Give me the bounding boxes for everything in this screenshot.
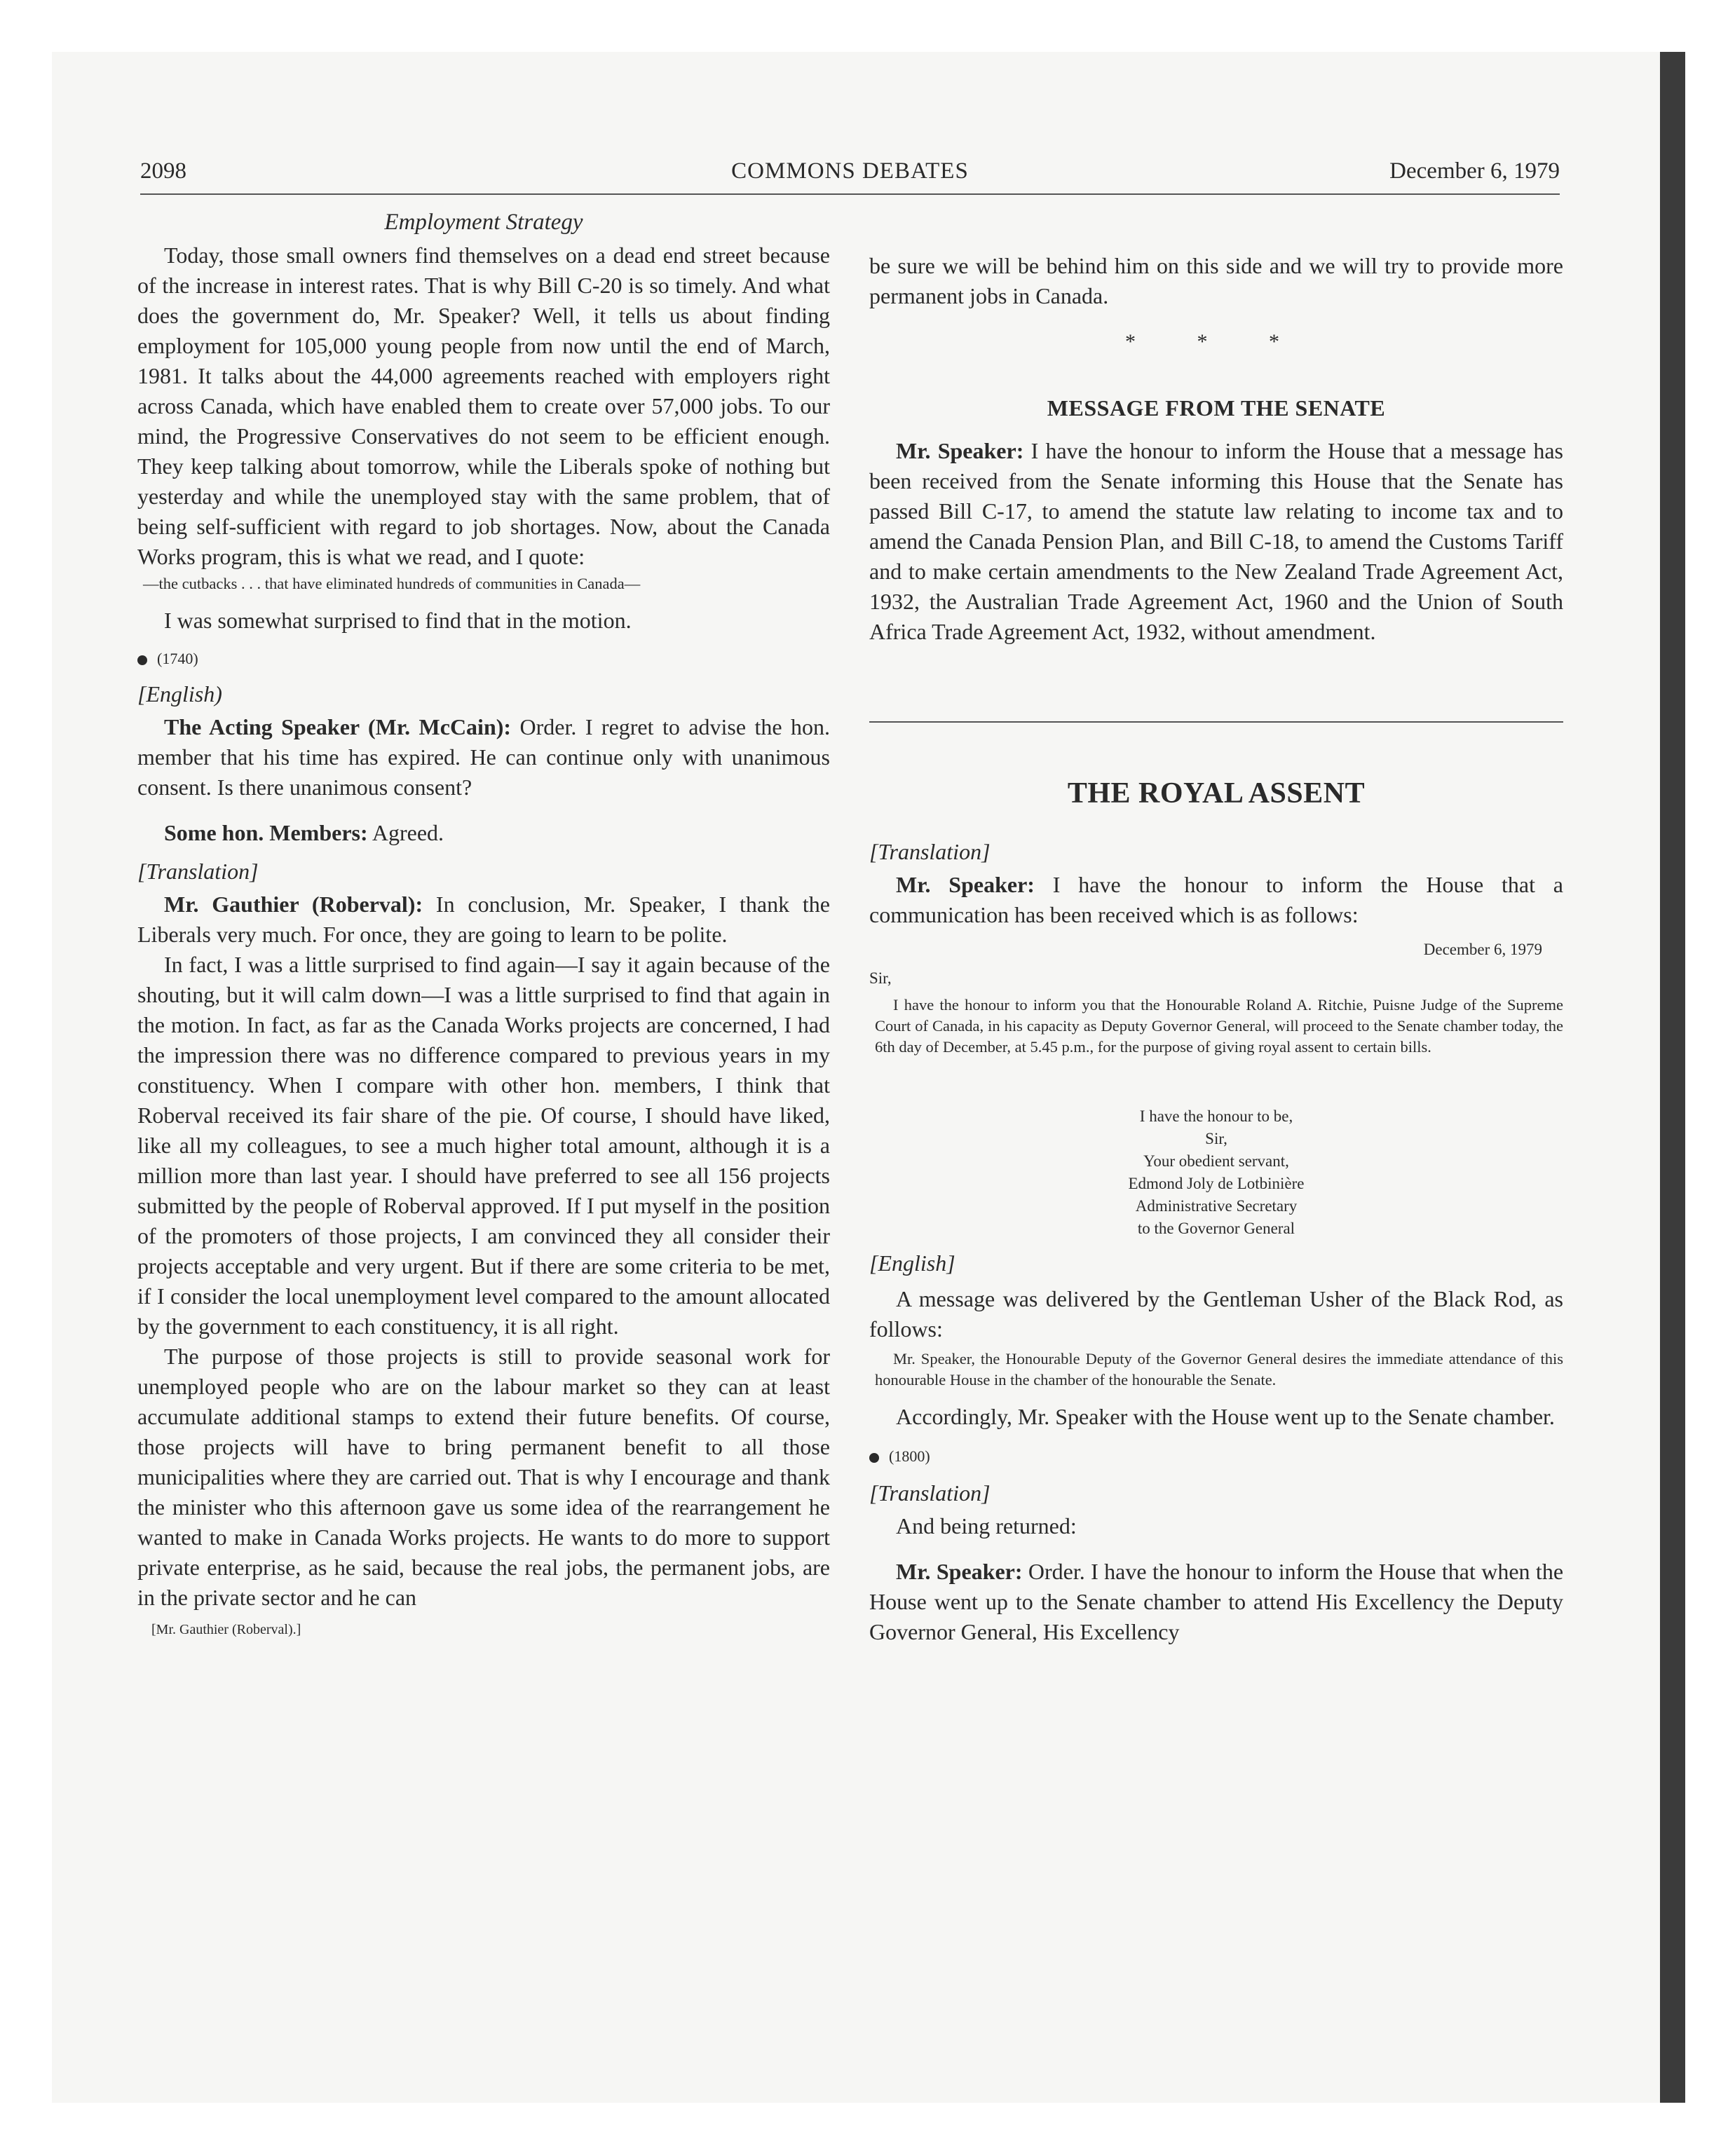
- letter-signature: [869, 1105, 1563, 1240]
- letter-date: December 6, 1979: [1423, 941, 1542, 958]
- speech-text: I have the honour to inform the House that a communication has been received which is as follows:: [869, 872, 1564, 927]
- timestamp: (1800): [869, 1446, 1563, 1467]
- section-title: THE ROYAL ASSENT: [1067, 777, 1366, 810]
- block-quote: —the cutbacks . . . that have eliminated hundreds of communities in Canada—: [143, 575, 641, 592]
- running-header: [140, 158, 1560, 195]
- paragraph: The purpose of those projects is still to provide seasonal work for unemployed people who are on the labour market so they can at least accumulate additional stamps to extend their future benefits. Of course, those projects will have to bring permanent benefit to all those municipalities where they are carried out. That is why I encourage and thank the minister who this afternoon gave us some idea of the rearrangement he wanted to make in Canada Works projects. He wants to do more to support private enterprise, as he said, because the real jobs, the permanent jobs, are in the private sector and he can: [137, 1344, 830, 1610]
- signature-line: I have the honour to be,: [1139, 1107, 1293, 1125]
- signature-line: to the Governor General: [1137, 1220, 1295, 1237]
- speech-text: Order. I have the honour to inform the House that when the House went up to the Senate chamber to attend His Excellency the Deputy Governor General, His Excellency: [869, 1559, 1564, 1644]
- letter-salutation: Sir,: [869, 969, 892, 987]
- speaker-name: Some hon. Members:: [164, 820, 368, 845]
- section-title: MESSAGE FROM THE SENATE: [1047, 395, 1386, 421]
- language-marker: [English): [137, 681, 222, 707]
- paragraph: In fact, I was a little surprised to find again—I say it again because of the shouting, but it will calm down—I was a little surprised to find that again in the motion. In fact, as far as the Canada Works projects are concerned, I had the impression there was no difference compared to previous years in my constituency. When I compare with other hon. members, I think that Roberval received its fair share of the pie. Of course, I should have liked, like all my colleagues, to see a much higher total amount, although it is a million more than last year. I should have preferred to see all 156 projects submitted by the people of Roberval approved. If I put myself in the position of the promoters of those projects, I am convinced they all consider their projects acceptable and very urgent. But if there are some criteria to be met, if I consider the local unemployment level compared to the amount allocated by the government to each constituency, it is all right.: [137, 952, 830, 1339]
- speech: [137, 712, 830, 803]
- speech-text: Agreed.: [372, 820, 444, 845]
- bullet-icon: [869, 1453, 879, 1463]
- speaker-name: Mr. Gauthier (Roberval):: [164, 892, 423, 917]
- signature-line: Edmond Joly de Lotbinière: [1128, 1175, 1305, 1192]
- paragraph: be sure we will be behind him on this side and we will try to provide more permanent jobs in Canada.: [869, 253, 1563, 308]
- speaker-name: Mr. Speaker:: [896, 872, 1035, 897]
- publication-title: COMMONS DEBATES: [731, 158, 969, 184]
- right-column: [869, 251, 1563, 1647]
- speech: [869, 870, 1563, 930]
- header-rule: [140, 193, 1560, 195]
- speaker-name: Mr. Speaker:: [896, 438, 1024, 463]
- left-column: [137, 207, 830, 1639]
- page-number: 2098: [140, 158, 186, 184]
- language-marker: [Translation]: [869, 1480, 991, 1506]
- signature-line: Administrative Secretary: [1135, 1197, 1298, 1215]
- paragraph: Accordingly, Mr. Speaker with the House went up to the Senate chamber.: [896, 1404, 1555, 1429]
- bullet-icon: [137, 655, 147, 665]
- speech-text: In conclusion, Mr. Speaker, I thank the Liberals very much. For once, they are going to learn to be polite.: [137, 892, 831, 947]
- subheading: Employment Strategy: [384, 210, 583, 235]
- speech-text: Order. I regret to advise the hon. member that his time has expired. He can continue only with unanimous consent. Is there unanimous consent?: [137, 714, 831, 800]
- block-quote: Mr. Speaker, the Honourable Deputy of the Governor General desires the immediate attendance of this honourable House in the chamber of the honourable the Senate.: [875, 1350, 1563, 1389]
- paragraph: And being returned:: [896, 1513, 1077, 1538]
- language-marker: [Translation]: [869, 839, 991, 864]
- section-break-stars: * * *: [1125, 330, 1307, 353]
- paragraph: A message was delivered by the Gentleman Usher of the Black Rod, as follows:: [869, 1286, 1563, 1342]
- header-date: December 6, 1979: [1389, 158, 1560, 184]
- speech-text: I have the honour to inform the House that a message has been received from the Senate informing this House that the Senate has passed Bill C-17, to amend the statute law relating to income tax and to amend the Canada Pension Plan, and Bill C-18, to amend the Customs Tariff and to make certain amendments to the New Zealand Trade Agreement Act, 1932, the Australian Trade Agreement Act, 1960 and the Union of South Africa Trade Agreement Act, 1932, without amendment.: [869, 438, 1564, 644]
- speaker-name: Mr. Speaker:: [896, 1559, 1023, 1584]
- language-marker: [Translation]: [137, 859, 259, 884]
- paragraph: Today, those small owners find themselves on a dead end street because of the increase in interest rates. That is why Bill C-20 is so timely. And what does the government do, Mr. Speaker? Well, it tells us about finding employment for 105,000 young people from now until the end of March, 1981. It talks about the 44,000 agreements reached with employers right across Canada, which have enabled them to create over 57,000 jobs. To our mind, the Progressive Conservatives do not seem to be efficient enough. They keep talking about tomorrow, while the Liberals spoke of nothing but yesterday and while the unemployed stay with the same problem, that of being self-sufficient with regard to job shortages. Now, about the Canada Works program, this is what we read, and I quote:: [137, 243, 830, 569]
- speaker-attribution: [Mr. Gauthier (Roberval).]: [151, 1622, 301, 1637]
- timestamp: (1740): [137, 648, 830, 669]
- speaker-name: The Acting Speaker (Mr. McCain):: [164, 714, 512, 739]
- scan-edge-shadow: [1660, 52, 1685, 2103]
- speech: [869, 1557, 1563, 1647]
- speech: [137, 818, 830, 848]
- language-marker: [English]: [869, 1250, 955, 1276]
- section-divider: [869, 721, 1563, 723]
- paragraph: I was somewhat surprised to find that in the motion.: [164, 608, 632, 633]
- signature-line: Your obedient servant,: [1143, 1152, 1289, 1170]
- signature-line: Sir,: [1205, 1130, 1227, 1147]
- speech: [869, 436, 1563, 647]
- speech: [137, 889, 830, 950]
- letter-body: I have the honour to inform you that the Honourable Roland A. Ritchie, Puisne Judge of the Supreme Court of Canada, in his capacity as Deputy Governor General, will proceed to the Senate chamber today, the 6th day of December, at 5.45 p.m., for the purpose of giving royal assent to certain bills.: [875, 996, 1563, 1056]
